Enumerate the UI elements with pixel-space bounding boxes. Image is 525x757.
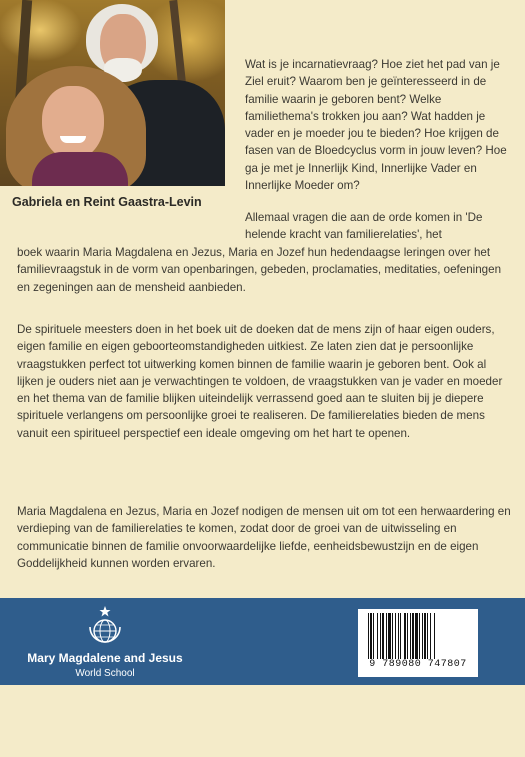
- logo-subtitle: World School: [75, 668, 135, 679]
- bottom-margin: [0, 685, 525, 757]
- paragraph-2-start: Allemaal vragen die aan de orde komen in 'De helende kracht van familierelaties', het: [245, 211, 483, 242]
- author-photo: [0, 0, 225, 186]
- isbn-barcode: [358, 609, 478, 677]
- school-logo: [20, 605, 190, 683]
- paragraph-2-continued: boek waarin Maria Magdalena en Jezus, Maria en Jozef hun hedendaagse leringen over het familievraagstuk in de vorm van openbaringen, gebeden, proclamaties, meditaties, oefeningen en zegeningen aan de mensheid aanbieden.: [17, 246, 502, 294]
- photo-caption: Gabriela en Reint Gaastra-Levin: [12, 195, 202, 209]
- footer-band: [0, 598, 525, 685]
- intro-paragraph: Wat is je incarnatievraag? Hoe ziet het pad van je Ziel eruit? Waarom ben je geïnteresseerd in de familie waarin je geboren bent? Welke familiethema's trokken jou aan? Wat hadden je vader en je moeder jou te bieden? Hoe krijgen de fasen van de Bloedcyclus vorm in jouw leven? Hoe ga je met je Innerlijk Kind, Innerlijke Vader en Innerlijke Moeder om?: [245, 58, 507, 193]
- barcode-number: 9 789080 747807: [369, 659, 467, 670]
- paragraph-4: Maria Magdalena en Jezus, Maria en Jozef nodigen de mensen uit om tot een herwaardering en verdieping van de familierelaties te komen, zodat door de groei van de uitwisseling en communicatie binnen de familie onvoorwaardelijke liefde, eenheidsbewustzijn en de eigen Goddelijkheid kunnen worden ervaren.: [17, 505, 511, 570]
- paragraph-3: De spirituele meesters doen in het boek uit de doeken dat de mens zijn of haar eigen ouders, eigen familie en eigen geboorteomstandigheden uitkiest. Ze laten zien dat je persoonlijke vraagstukken perfect tot uitwerking komen binnen de familie waarin je geboren bent. Ook al lijken je ouders niet aan je verwachtingen te voldoen, de vraagstukken van je vader en moeder en het thema van de familie blijken uiteindelijk verrassend goed aan te sluiten bij je diepere spirituele verlangens om persoonlijke groei te realiseren. De familierelaties bieden de mens vanuit een spiritueel perspectief een ideale omgeving om het hart te openen.: [17, 323, 503, 440]
- barcode-icon: [364, 613, 472, 659]
- globe-emblem-icon: [85, 605, 125, 647]
- logo-name: Mary Magdalene and Jesus: [27, 651, 183, 665]
- woman-scarf: [32, 152, 128, 186]
- woman-face: [42, 86, 104, 160]
- woman-smile: [60, 136, 86, 143]
